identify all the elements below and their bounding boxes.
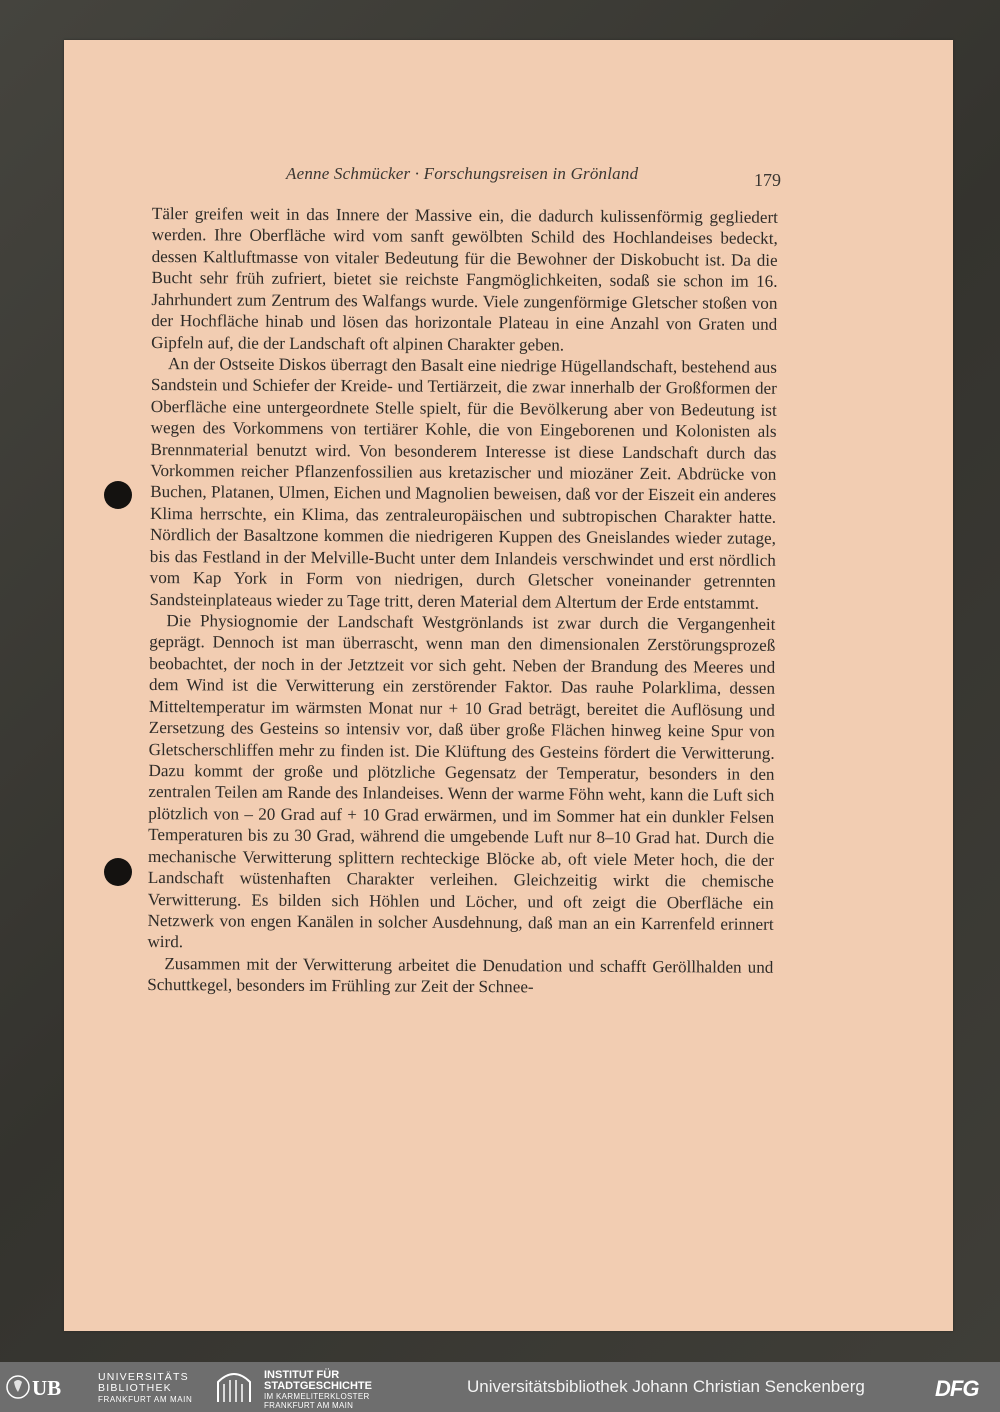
paragraph: Die Physiognomie der Landschaft Westgrönlands ist zwar durch die Vergangenheit geprägt. Dennoch ist man überrascht, wenn man den dimensionalen Zerstörungsprozeß beobachtet, der noch in der Jetztzeit vor sich geht. Neben der Brandung des Meeres und dem Wind ist die Verwitterung ein zerstörender Faktor. Das rauhe Polarklima, dessen Mitteltemperatur im wärmsten Monat nur + 10 Grad beträgt, bereitet die Auflösung und Zersetzung des Gesteins so intensiv vor, daß über große Flächen hinweg keine Spur von Gletscherschliffen mehr zu finden ist. Die Klüftung des Gesteins fördert die Verwitterung. Dazu kommt der große und plötzliche Gegensatz der Temperatur, besonders in den zentralen Teilen am Rande des Inlandeises. Wenn der warme Föhn weht, kann die Luft sich plötzlich von – 20 Grad auf + 10 Grad erwärmen, und im Sommer hat ein dunkler Felsen Temperaturen bis zu 30 Grad, während die umgebende Luft nur 8–10 Grad hat. Durch die mechanische Verwitterung splittern rechteckige Blöcke ab, oft viele Meter hoch, die der Landschaft wüstenhaften Charakter verleihen. Gleichzeitig wirkt die chemische Verwitterung. Es bilden sich Höhlen und Löcher, und oft zeigt die Oberfläche ein Netzwerk von engen Kanälen in solcher Ausdehnung, daß man an ein Karrenfeld erinnert wird. bbox=[147, 611, 776, 952]
running-head: Aenne Schmücker · Forschungsreisen in Grönland bbox=[286, 164, 639, 183]
body-text bbox=[147, 203, 778, 999]
footer-bar bbox=[0, 1362, 1000, 1412]
document-page bbox=[64, 40, 953, 1331]
library-name[interactable]: Universitätsbibliothek Johann Christian Senckenberg bbox=[467, 1377, 865, 1396]
isg-name: INSTITUT FÜR STADTGESCHICHTE IM KARMELITERKLOSTER FRANKFURT AM MAIN bbox=[264, 1369, 372, 1410]
isg-logo-icon bbox=[214, 1370, 254, 1404]
paragraph: Täler greifen weit in das Innere der Massive ein, die dadurch kulissenförmig gegliedert werden. Ihre Oberfläche wird vom sanft gewölbten Schild des Hochlandeises bedeckt, dessen Kaltluftmasse von vitaler Bedeutung für die Bewohner der Diskobucht ist. Da die Bucht sehr früh zufriert, bietet sie reichste Fangmöglichkeiten, sodaß sie schon im 16. Jahrhundert zum Zentrum des Walfangs wurde. Viele zungenförmige Gletscher stoßen von der Hochfläche hinab und lösen das horizontale Plateau in eine Anzahl von Graten und Gipfeln auf, die der Landschaft oft alpinen Charakter geben. bbox=[151, 203, 778, 355]
svg-text:UB: UB bbox=[32, 1376, 62, 1400]
punch-hole-upper bbox=[104, 481, 132, 509]
ub-logo-icon bbox=[6, 1370, 64, 1404]
paragraph: Zusammen mit der Verwitterung arbeitet die Denudation und schafft Geröllhalden und Schuttkegel, besonders im Frühling zur Zeit der Schnee- bbox=[147, 953, 774, 997]
punch-hole-lower bbox=[104, 858, 132, 886]
dfg-logo[interactable]: DFG bbox=[935, 1376, 979, 1401]
paragraph: An der Ostseite Diskos überragt den Basalt eine niedrige Hügellandschaft, bestehend aus Sandstein und Schiefer der Kreide- und Tertiärzeit, die zwar innerhalb der Großformen der Oberfläche eine untergeordnete Stelle spielt, für die Bevölkerung aber von Bedeutung ist wegen des Vorkommens von tertiärer Kohle, die von Eingeborenen und Kolonisten als Brennmaterial benutzt wird. Von besonderem Interesse ist diese Landschaft durch das Vorkommen reicher Pflanzenfossilien aus kretazischer und miozäner Zeit. Abdrücke von Buchen, Platanen, Ulmen, Eichen und Magnolien beweisen, daß vor der Eiszeit ein anderes Klima herrschte, ein Klima, das zentraleuropäischen und subtropischen Charakter hatte. Nördlich der Basaltzone kommen die niedrigeren Kuppen des Gneislandes wieder zutage, bis das Festland in der Melville-Bucht unter dem Inlandeis verschwindet und erst nördlich vom Kap York in Form von niedrigen, durch Gletscher voneinander getrennten Sandsteinplateaus wieder zu Tage tritt, deren Material dem Altertum der Erde entstammt. bbox=[149, 354, 778, 613]
page-number: 179 bbox=[754, 170, 781, 190]
ub-name: UNIVERSITÄTS BIBLIOTHEK FRANKFURT AM MAIN bbox=[98, 1371, 193, 1404]
